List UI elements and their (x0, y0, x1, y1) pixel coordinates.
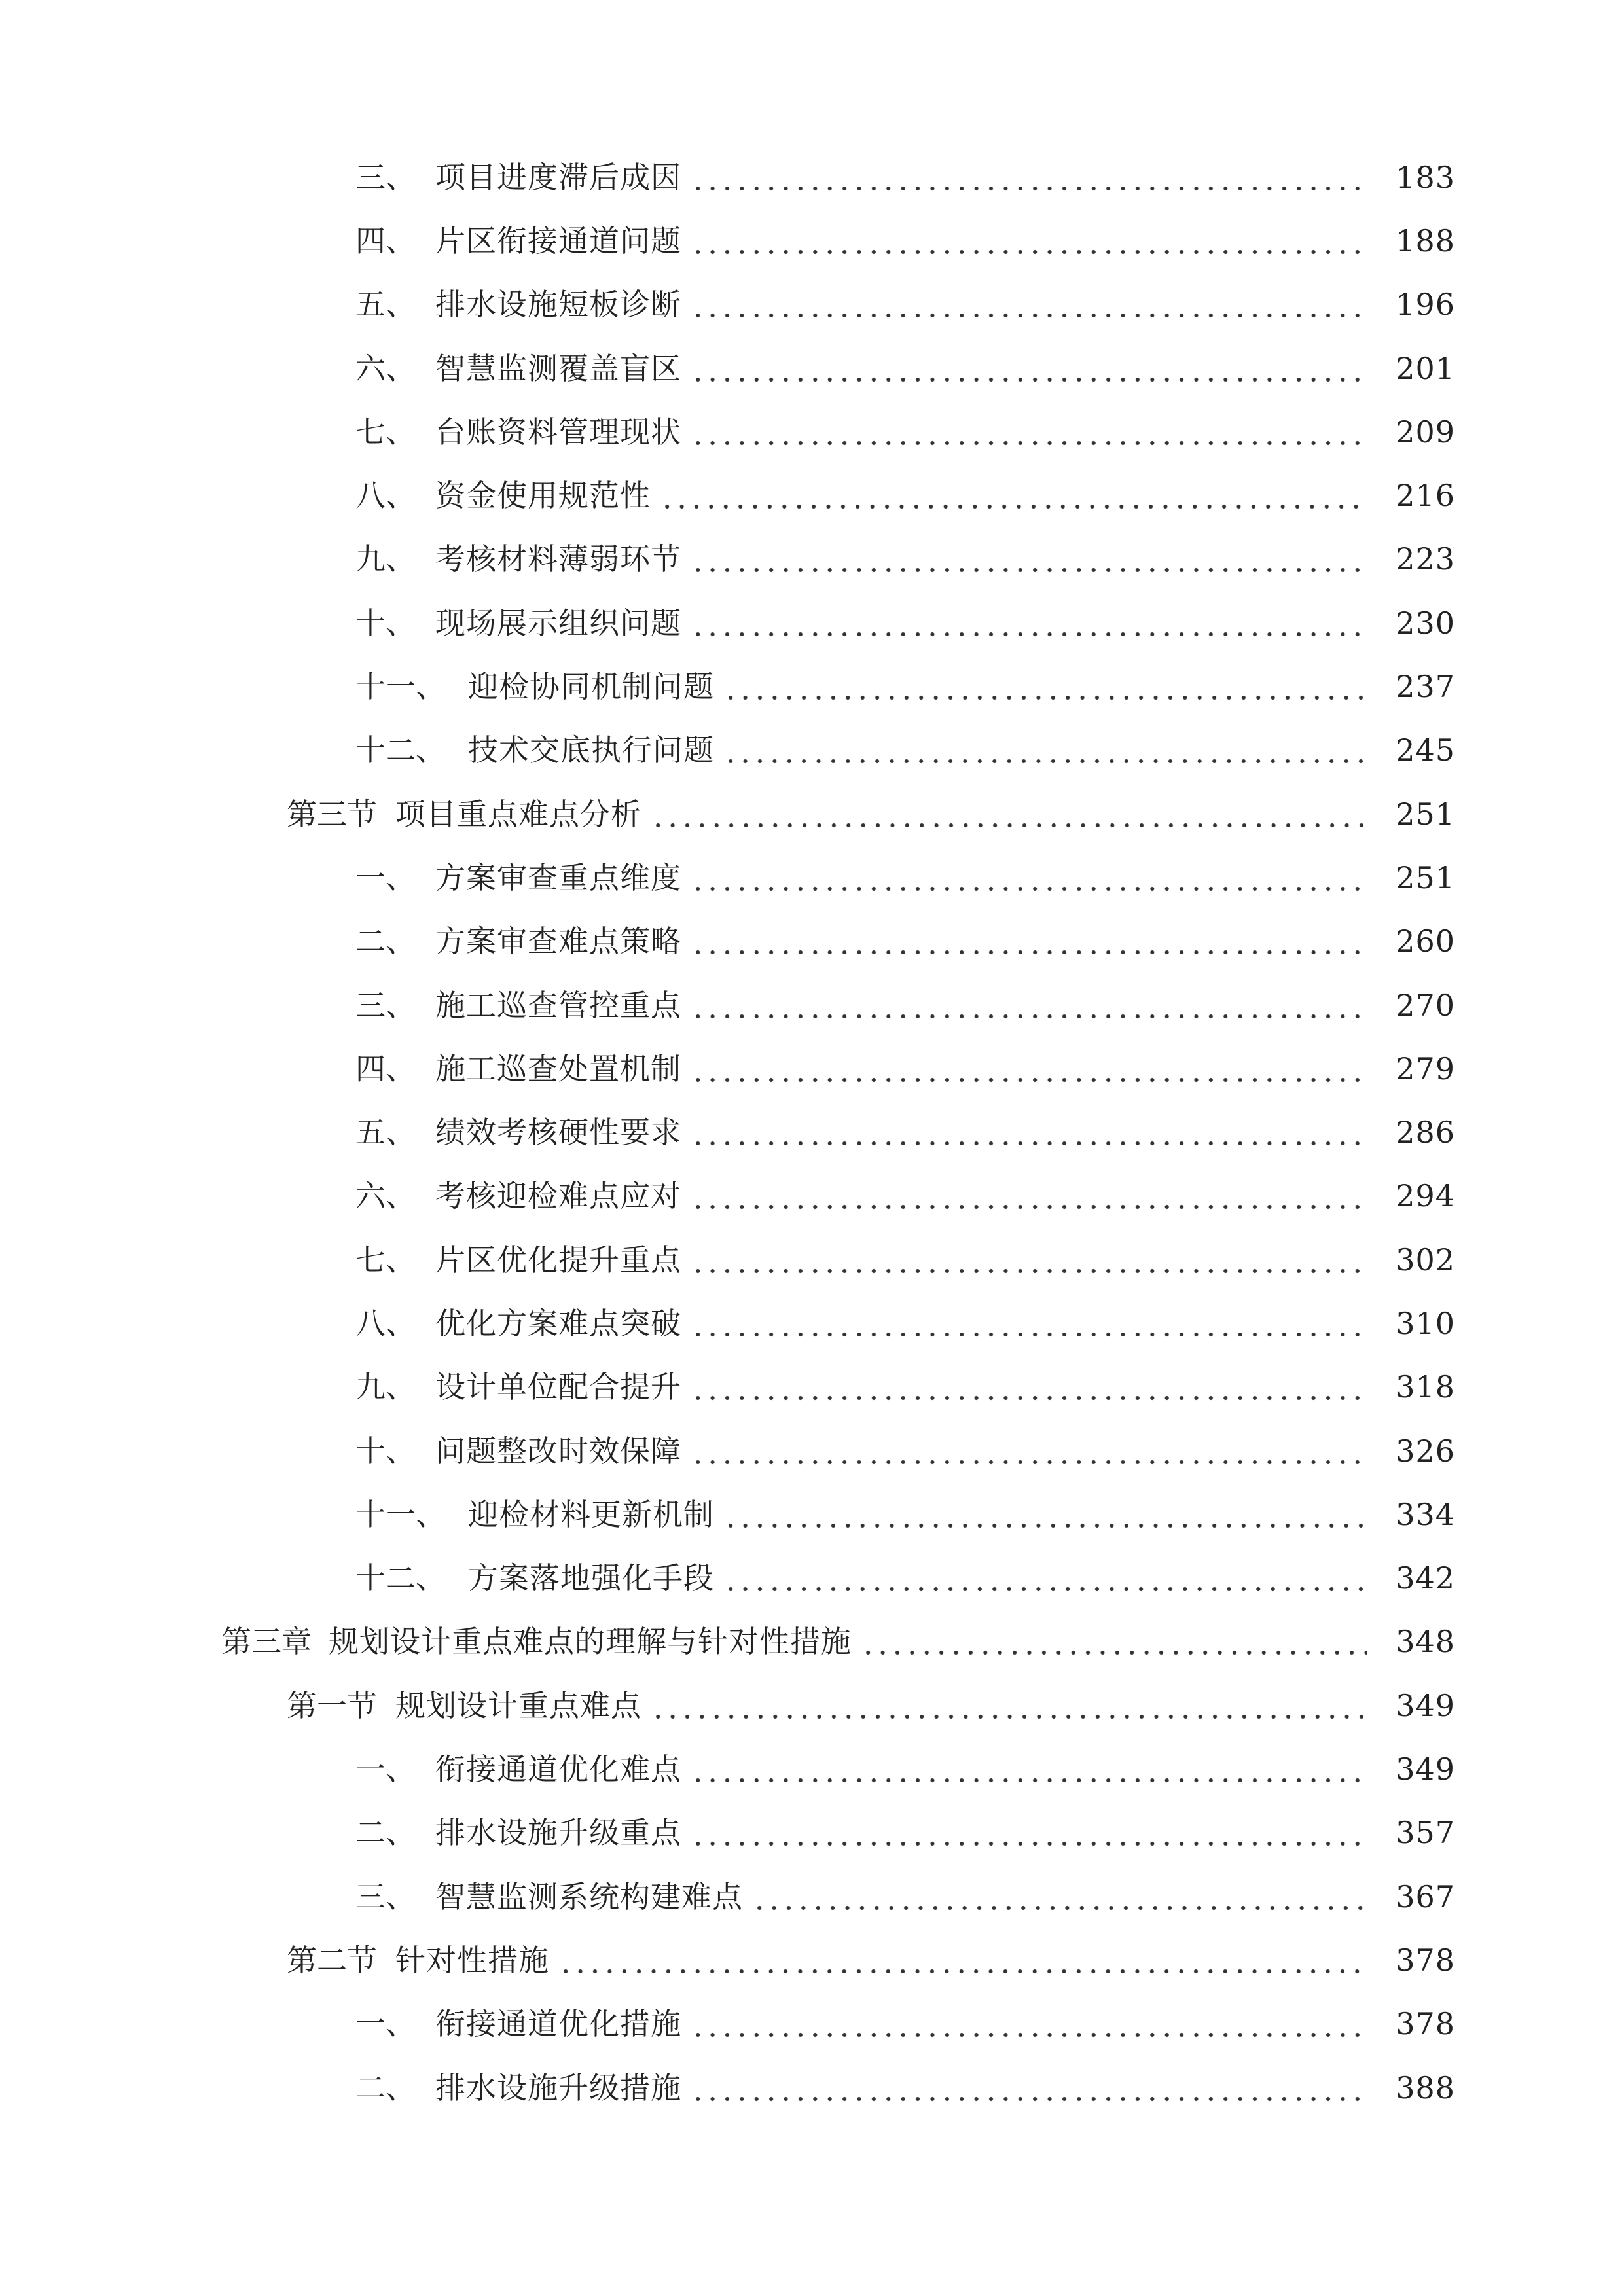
toc-entry-text (355, 1049, 1367, 1088)
toc-entry-number: 八、 (355, 1305, 416, 1341)
toc-entry-number: 十一、 (355, 669, 446, 705)
toc-entry[interactable] (0, 273, 1624, 336)
dot-leader (691, 1176, 1367, 1215)
toc-entry-text (355, 1113, 1367, 1152)
dot-leader (691, 2068, 1367, 2108)
toc-entry-title: 台账资料管理现状 (435, 414, 681, 450)
toc-entry[interactable] (0, 400, 1624, 463)
dot-leader (651, 1686, 1367, 1725)
toc-entry-page-number: 286 (1396, 1115, 1455, 1151)
toc-entry[interactable] (0, 1482, 1624, 1546)
toc-entry[interactable] (0, 782, 1624, 846)
toc-entry-title: 考核材料薄弱环节 (435, 541, 681, 577)
toc-entry-number: 五、 (355, 287, 416, 323)
toc-entry-number: 七、 (355, 414, 416, 450)
toc-entry-page-number: 270 (1396, 987, 1455, 1023)
dot-leader (691, 603, 1367, 643)
toc-entry-number: 六、 (355, 350, 416, 386)
dot-leader (651, 795, 1367, 834)
toc-entry-title: 针对性措施 (395, 1942, 549, 1978)
dot-leader (723, 1495, 1367, 1534)
toc-entry-title: 片区衔接通道问题 (435, 223, 681, 259)
toc-entry-text (355, 1558, 1367, 1598)
toc-entry[interactable] (0, 336, 1624, 400)
dot-leader (691, 539, 1367, 579)
toc-entry[interactable] (0, 463, 1624, 527)
toc-entry-number: 九、 (355, 1369, 416, 1405)
toc-entry[interactable] (0, 910, 1624, 973)
toc-entry-title: 设计单位配合提升 (435, 1369, 681, 1405)
toc-entry-text (355, 1749, 1367, 1789)
toc-entry-number: 四、 (355, 223, 416, 259)
toc-entry-number: 第三章 (221, 1624, 312, 1660)
toc-entry-page-number: 388 (1396, 2070, 1455, 2106)
toc-entry-title: 项目进度滞后成因 (435, 159, 681, 195)
toc-entry-text (221, 1622, 1367, 1661)
toc-entry-text (355, 476, 1367, 515)
toc-entry-number: 二、 (355, 2070, 416, 2106)
toc-entry-title: 排水设施短板诊断 (435, 287, 681, 323)
dot-leader (691, 1304, 1367, 1343)
toc-entry-title: 规划设计重点难点 (395, 1687, 641, 1723)
toc-entry[interactable] (0, 2056, 1624, 2119)
toc-entry-number: 二、 (355, 924, 416, 960)
toc-entry-text (355, 539, 1367, 579)
toc-entry-page-number: 216 (1396, 478, 1455, 514)
toc-entry-text (355, 858, 1367, 897)
toc-entry-title: 考核迎检难点应对 (435, 1178, 681, 1214)
toc-entry-title: 方案审查重点维度 (435, 859, 681, 895)
dot-leader (691, 1749, 1367, 1789)
toc-entry[interactable] (0, 1610, 1624, 1674)
toc-entry[interactable] (0, 1100, 1624, 1164)
dot-leader (752, 1877, 1367, 1916)
toc-entry-page-number: 209 (1396, 414, 1455, 450)
toc-entry[interactable] (0, 1355, 1624, 1419)
toc-entry-page-number: 349 (1396, 1751, 1455, 1787)
dot-leader (691, 1113, 1367, 1152)
toc-entry-text (355, 730, 1367, 770)
dot-leader (691, 221, 1367, 260)
toc-entry-page-number: 318 (1396, 1369, 1455, 1405)
toc-entry-text (355, 221, 1367, 260)
dot-leader (691, 986, 1367, 1025)
dot-leader (691, 2004, 1367, 2043)
toc-entry-page-number: 357 (1396, 1815, 1455, 1851)
toc-entry-page-number: 188 (1396, 223, 1455, 259)
toc-entry-page-number: 349 (1396, 1687, 1455, 1723)
toc-entry-title: 资金使用规范性 (435, 478, 651, 514)
toc-entry-text (355, 1176, 1367, 1215)
toc-entry[interactable] (0, 209, 1624, 272)
toc-entry-title: 排水设施升级措施 (435, 2070, 681, 2106)
toc-entry-text (355, 1431, 1367, 1471)
dot-leader (723, 667, 1367, 706)
toc-entry-number: 十二、 (355, 732, 446, 768)
toc-entry-number: 三、 (355, 1878, 416, 1914)
dot-leader (691, 922, 1367, 961)
toc-entry[interactable] (0, 1419, 1624, 1482)
toc-entry-text (355, 1877, 1367, 1916)
toc-entry[interactable] (0, 846, 1624, 909)
toc-entry[interactable] (0, 973, 1624, 1037)
toc-entry-title: 智慧监测系统构建难点 (435, 1878, 743, 1914)
toc-entry[interactable] (0, 1928, 1624, 1992)
toc-entry[interactable] (0, 145, 1624, 209)
toc-entry-text (355, 158, 1367, 197)
toc-entry-page-number: 326 (1396, 1433, 1455, 1469)
toc-entry-text (355, 603, 1367, 643)
toc-entry-text (355, 1813, 1367, 1852)
toc-entry-title: 施工巡查处置机制 (435, 1050, 681, 1086)
toc-entry-title: 问题整改时效保障 (435, 1433, 681, 1469)
toc-entry-title: 片区优化提升重点 (435, 1242, 681, 1278)
toc-entry[interactable] (0, 1737, 1624, 1801)
toc-entry-page-number: 237 (1396, 669, 1455, 705)
toc-entry-text (355, 986, 1367, 1025)
toc-entry-title: 项目重点难点分析 (395, 796, 641, 832)
toc-entry-title: 迎检材料更新机制 (468, 1496, 714, 1532)
toc-entry-page-number: 245 (1396, 732, 1455, 768)
table-of-contents (0, 145, 1624, 2119)
dot-leader (691, 1049, 1367, 1088)
dot-leader (691, 412, 1367, 452)
toc-entry-title: 施工巡查管控重点 (435, 987, 681, 1023)
toc-entry-number: 六、 (355, 1178, 416, 1214)
dot-leader (861, 1622, 1367, 1661)
toc-entry[interactable] (0, 591, 1624, 655)
dot-leader (691, 858, 1367, 897)
toc-entry[interactable] (0, 1037, 1624, 1100)
toc-entry-number: 十一、 (355, 1496, 446, 1532)
toc-entry-title: 规划设计重点难点的理解与针对性措施 (329, 1624, 852, 1660)
toc-entry-page-number: 378 (1396, 1942, 1455, 1978)
toc-entry-page-number: 223 (1396, 541, 1455, 577)
toc-entry-number: 十二、 (355, 1560, 446, 1596)
dot-leader (691, 1431, 1367, 1471)
toc-entry-text (355, 349, 1367, 388)
toc-entry-number: 三、 (355, 987, 416, 1023)
toc-entry-title: 现场展示组织问题 (435, 605, 681, 641)
toc-entry[interactable] (0, 1801, 1624, 1865)
dot-leader (691, 349, 1367, 388)
toc-entry[interactable] (0, 1674, 1624, 1737)
toc-entry-title: 优化方案难点突破 (435, 1305, 681, 1341)
dot-leader (691, 158, 1367, 197)
toc-entry-page-number: 378 (1396, 2006, 1455, 2042)
toc-entry-text (355, 1367, 1367, 1407)
toc-entry-text (355, 1495, 1367, 1534)
toc-entry-title: 方案审查难点策略 (435, 924, 681, 960)
toc-entry[interactable] (0, 655, 1624, 718)
toc-entry-page-number: 294 (1396, 1178, 1455, 1214)
toc-entry-text (355, 2068, 1367, 2108)
toc-entry-number: 八、 (355, 478, 416, 514)
dot-leader (723, 1558, 1367, 1598)
dot-leader (723, 730, 1367, 770)
toc-entry-number: 一、 (355, 2006, 416, 2042)
dot-leader (691, 1367, 1367, 1407)
toc-entry-text (355, 2004, 1367, 2043)
toc-entry[interactable] (0, 1228, 1624, 1291)
toc-entry-text (355, 667, 1367, 706)
toc-entry[interactable] (0, 1992, 1624, 2056)
toc-entry-page-number: 230 (1396, 605, 1455, 641)
toc-entry-text (355, 1304, 1367, 1343)
toc-entry-title: 迎检协同机制问题 (468, 669, 714, 705)
toc-entry-text (287, 1686, 1367, 1725)
toc-entry-page-number: 251 (1396, 796, 1455, 832)
toc-entry-text (355, 1240, 1367, 1280)
dot-leader (558, 1941, 1367, 1980)
toc-entry-title: 绩效考核硬性要求 (435, 1115, 681, 1151)
toc-entry-page-number: 196 (1396, 287, 1455, 323)
toc-entry-text (355, 412, 1367, 452)
toc-entry-page-number: 260 (1396, 924, 1455, 960)
toc-entry-number: 三、 (355, 159, 416, 195)
toc-entry[interactable] (0, 528, 1624, 591)
toc-entry-page-number: 302 (1396, 1242, 1455, 1278)
toc-entry-number: 十、 (355, 605, 416, 641)
toc-entry-title: 智慧监测覆盖盲区 (435, 350, 681, 386)
dot-leader (691, 1813, 1367, 1852)
toc-entry-number: 七、 (355, 1242, 416, 1278)
toc-entry[interactable] (0, 719, 1624, 782)
toc-entry-title: 方案落地强化手段 (468, 1560, 714, 1596)
toc-entry-text (355, 285, 1367, 324)
toc-entry-page-number: 201 (1396, 350, 1455, 386)
toc-entry-page-number: 348 (1396, 1624, 1455, 1660)
toc-entry-text (287, 1941, 1367, 1980)
dot-leader (691, 1240, 1367, 1280)
toc-entry-number: 一、 (355, 1751, 416, 1787)
toc-entry-page-number: 367 (1396, 1878, 1455, 1914)
toc-entry-page-number: 310 (1396, 1305, 1455, 1341)
toc-entry[interactable] (0, 1547, 1624, 1610)
toc-entry-number: 九、 (355, 541, 416, 577)
toc-entry-title: 衔接通道优化难点 (435, 1751, 681, 1787)
toc-entry-text (287, 795, 1367, 834)
toc-entry-number: 第一节 (287, 1687, 377, 1723)
toc-entry[interactable] (0, 1865, 1624, 1928)
dot-leader (660, 476, 1367, 515)
toc-entry-title: 技术交底执行问题 (468, 732, 714, 768)
toc-entry-page-number: 334 (1396, 1496, 1455, 1532)
toc-entry-title: 排水设施升级重点 (435, 1815, 681, 1851)
toc-entry[interactable] (0, 1291, 1624, 1355)
toc-entry-page-number: 183 (1396, 159, 1455, 195)
toc-entry-number: 五、 (355, 1115, 416, 1151)
toc-entry-page-number: 342 (1396, 1560, 1455, 1596)
toc-entry-number: 十、 (355, 1433, 416, 1469)
toc-entry-number: 第三节 (287, 796, 377, 832)
dot-leader (691, 285, 1367, 324)
toc-entry[interactable] (0, 1164, 1624, 1228)
toc-entry-number: 二、 (355, 1815, 416, 1851)
toc-entry-title: 衔接通道优化措施 (435, 2006, 681, 2042)
toc-entry-page-number: 279 (1396, 1050, 1455, 1086)
toc-entry-number: 四、 (355, 1050, 416, 1086)
toc-entry-number: 一、 (355, 859, 416, 895)
toc-entry-number: 第二节 (287, 1942, 377, 1978)
toc-entry-text (355, 922, 1367, 961)
toc-entry-page-number: 251 (1396, 859, 1455, 895)
